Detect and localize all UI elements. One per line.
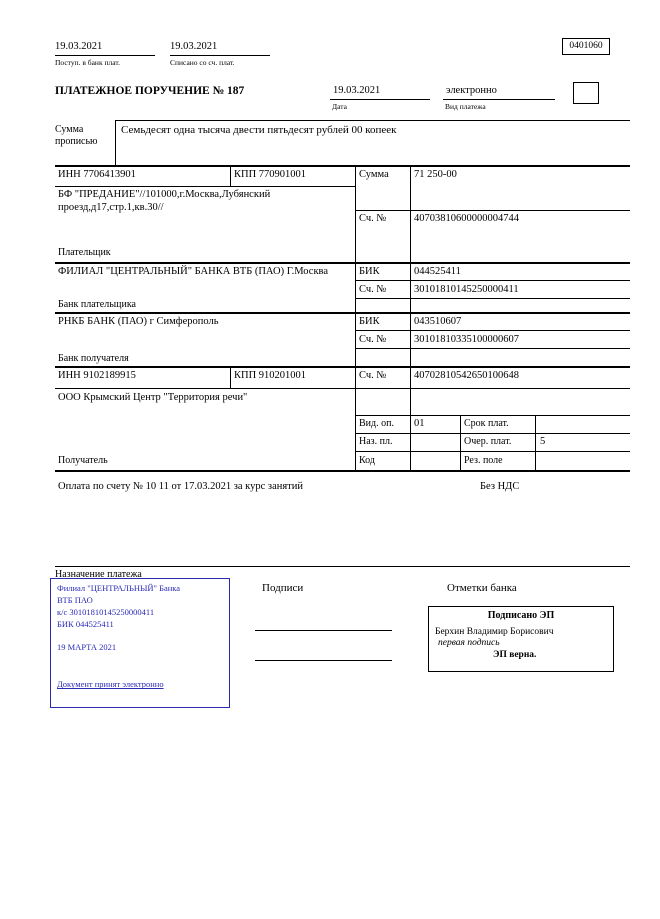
payee-bank-label: Банк получателя — [58, 353, 129, 364]
stamp-bank-name-2: ВТБ ПАО — [57, 594, 93, 605]
signature-kind: первая подпись — [438, 638, 500, 649]
payer-account-label: Сч. № — [359, 213, 387, 224]
payer-bank-name: ФИЛИАЛ "ЦЕНТРАЛЬНЫЙ" БАНКА ВТБ (ПАО) Г.Москва — [58, 266, 329, 277]
ocher-plat-value: 5 — [540, 436, 546, 447]
amount-in-words: Семьдесят одна тысяча двести пятьдесят рублей 00 копеек — [121, 124, 397, 136]
signer-name: Берхин Владимир Борисович — [435, 626, 554, 637]
stamp-spacer — [57, 631, 223, 642]
received-date-label: Поступ. в банк плат. — [55, 58, 120, 67]
payee-label: Получатель — [58, 455, 108, 466]
payment-type-underline — [443, 99, 555, 100]
bank-marks-label: Отметки банка — [447, 582, 517, 594]
signature-line-1 — [255, 630, 392, 631]
ocher-plat-label: Очер. плат. — [464, 436, 512, 447]
amount-top-line — [115, 120, 630, 121]
vid-op-value: 01 — [414, 418, 425, 429]
payer-bank-account: 30101810145250000411 — [414, 284, 519, 295]
stamp-accepted-note: Документ принят электронно — [57, 679, 164, 690]
stamp-bank-name-1: Филиал "ЦЕНТРАЛЬНЫЙ" Банка — [57, 583, 181, 593]
grid-line — [55, 388, 630, 389]
ep-verified-note: ЭП верна. — [493, 650, 537, 661]
payee-kpp: КПП 910201001 — [234, 370, 307, 381]
grid-line — [55, 186, 355, 187]
payer-name: БФ "ПРЕДАНИЕ"//101000,г.Москва,Лубянский проезд,д17,стр.1,кв.30// — [58, 189, 271, 213]
signed-ep-title: Подписано ЭП — [487, 610, 555, 621]
section-line — [55, 470, 630, 472]
purpose-label: Назначение платежа — [55, 569, 142, 580]
payer-bank-bik-label: БИК — [359, 266, 380, 277]
payee-bank-bik-label: БИК — [359, 316, 380, 327]
grid-line — [460, 415, 461, 470]
date-label: Дата — [332, 102, 347, 111]
grid-line — [355, 415, 630, 416]
stamp-bik: БИК 044525411 — [57, 618, 114, 629]
payee-bank-account: 30101810335100000607 — [414, 334, 519, 345]
grid-line — [410, 165, 411, 470]
grid-line — [355, 330, 630, 331]
received-date: 19.03.2021 — [55, 41, 103, 52]
payee-bank-account-label: Сч. № — [359, 334, 387, 345]
form-code-box: 0401060 — [562, 38, 610, 55]
section-line — [55, 366, 630, 368]
kod-label: Код — [359, 455, 375, 466]
grid-line — [230, 165, 231, 186]
payer-kpp: КПП 770901001 — [234, 169, 307, 180]
payee-account: 40702810542650100648 — [414, 370, 519, 381]
purpose-line — [55, 566, 630, 567]
section-line — [55, 262, 630, 264]
section-line — [55, 165, 630, 167]
rez-pole-label: Рез. поле — [464, 455, 503, 466]
vat-note: Без НДС — [480, 481, 520, 492]
naz-pl-label: Наз. пл. — [359, 436, 393, 447]
grid-line — [355, 280, 630, 281]
debited-date-underline — [170, 55, 270, 56]
grid-line — [355, 433, 630, 434]
payee-bank-bik: 043510607 — [414, 316, 462, 327]
payer-bank-bik: 044525411 — [414, 266, 461, 277]
debited-date: 19.03.2021 — [170, 41, 218, 52]
payer-bank-account-label: Сч. № — [359, 284, 387, 295]
amount-words-label-2: прописью — [55, 136, 98, 147]
stamp-date: 19 МАРТА 2021 — [57, 641, 117, 652]
srok-plat-label: Срок плат. — [464, 418, 509, 429]
debited-date-label: Списано со сч. плат. — [170, 58, 235, 67]
payer-bank-label: Банк плательщика — [58, 299, 136, 310]
payment-type: электронно — [446, 85, 497, 96]
payee-inn: ИНН 9102189915 — [58, 370, 136, 381]
amount-label-divider — [115, 120, 116, 165]
purpose-text: Оплата по счету № 10 11 от 17.03.2021 за курс занятий — [58, 481, 304, 492]
payer-inn: ИНН 7706413901 — [58, 169, 136, 180]
grid-line — [535, 415, 536, 470]
stamp-corr-account: к/с 30101810145250000411 — [57, 606, 155, 617]
status-box — [573, 82, 599, 104]
grid-line — [355, 210, 630, 211]
grid-line — [355, 348, 630, 349]
payment-type-label: Вид платежа — [445, 102, 486, 111]
amount-words-label-1: Сумма — [55, 124, 84, 135]
bank-electronic-stamp — [50, 578, 230, 708]
grid-line — [355, 298, 630, 299]
signatures-label: Подписи — [262, 582, 304, 594]
date-underline — [330, 99, 430, 100]
payee-bank-name: РНКБ БАНК (ПАО) г Симферополь — [58, 316, 219, 327]
signature-line-2 — [255, 660, 392, 661]
document-title: ПЛАТЕЖНОЕ ПОРУЧЕНИЕ № 187 — [55, 85, 245, 97]
grid-line — [230, 366, 231, 388]
received-date-underline — [55, 55, 155, 56]
section-line — [55, 312, 630, 314]
grid-line — [355, 451, 630, 452]
payer-account: 40703810600000004744 — [414, 213, 519, 224]
payer-label: Плательщик — [58, 247, 111, 258]
vid-op-label: Вид. оп. — [359, 418, 394, 429]
payee-name: ООО Крымский Центр "Территория речи" — [58, 392, 248, 403]
sum-label: Сумма — [359, 169, 389, 180]
payee-account-label: Сч. № — [359, 370, 387, 381]
signature-stamp-box — [428, 606, 614, 672]
document-date: 19.03.2021 — [333, 85, 381, 96]
grid-line — [355, 165, 356, 470]
stamp-spacer — [57, 653, 223, 679]
sum-value: 71 250-00 — [414, 169, 457, 180]
